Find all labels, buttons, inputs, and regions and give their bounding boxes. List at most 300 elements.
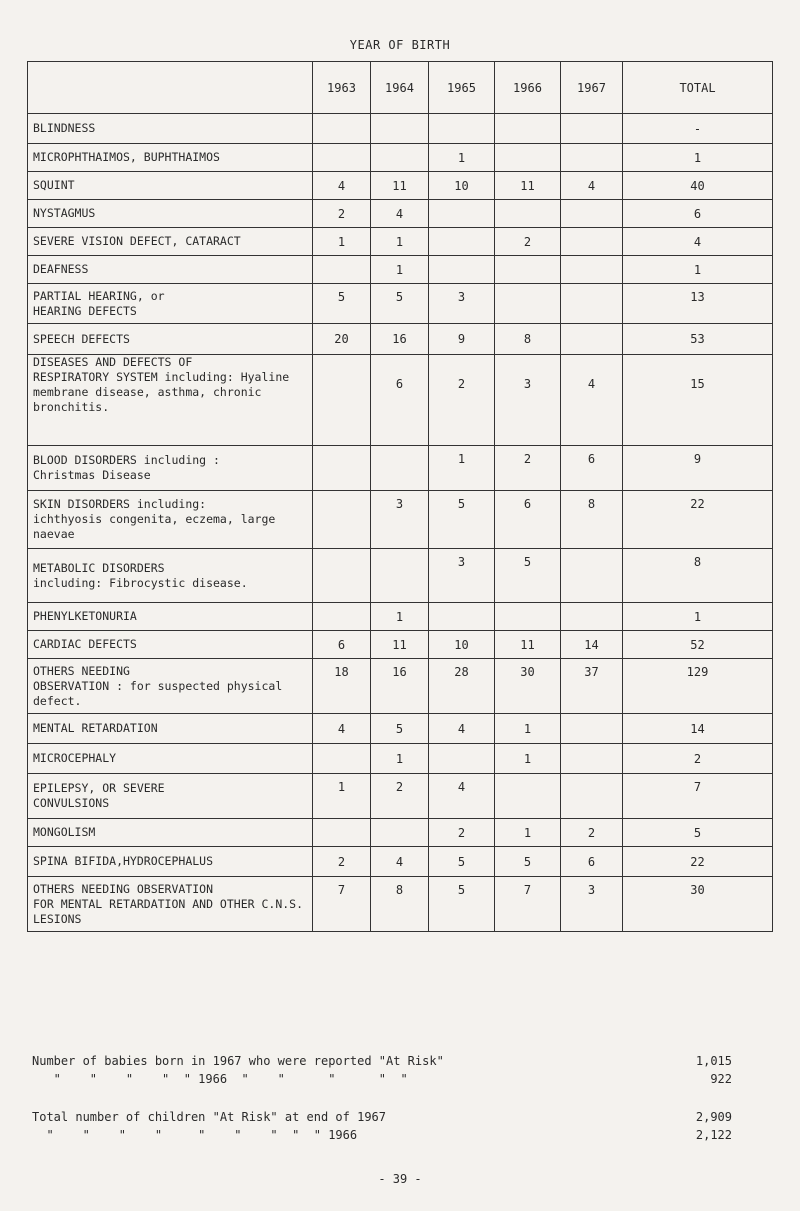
table-row xyxy=(28,228,773,256)
cell-value: 1 xyxy=(523,751,532,766)
row-label xyxy=(28,256,313,284)
year-cell xyxy=(371,774,429,819)
year-cell xyxy=(313,603,371,631)
year-cell xyxy=(313,114,371,144)
row-label-text: MICROCEPHALY xyxy=(33,751,117,765)
cell-value: 13 xyxy=(690,290,705,304)
row-label xyxy=(28,446,313,491)
cell-value: 5 xyxy=(523,854,532,869)
year-cell xyxy=(495,603,561,631)
year-cell xyxy=(561,631,623,659)
row-label-text: MICROPHTHAIMOS, BUPHTHAIMOS xyxy=(33,150,220,164)
cell-value: 18 xyxy=(334,665,349,679)
row-label-text: MONGOLISM xyxy=(33,825,96,839)
year-cell xyxy=(495,659,561,714)
row-label-detail: OBSERVATION : for suspected physical defect. xyxy=(33,678,283,708)
year-cell xyxy=(371,819,429,847)
cell-value: 1 xyxy=(337,780,346,794)
year-cell xyxy=(371,355,429,446)
total-cell xyxy=(623,284,773,324)
cell-value: 8 xyxy=(523,332,532,346)
row-label xyxy=(28,324,313,355)
cell-value: 6 xyxy=(337,637,346,652)
year-cell xyxy=(313,877,371,932)
year-cell xyxy=(495,877,561,932)
year-cell xyxy=(313,819,371,847)
year-cell xyxy=(313,256,371,284)
row-label-detail: RESPIRATORY SYSTEM including: Hyaline membrane disease, asthma, chronic bronchitis. xyxy=(33,370,290,414)
total-cell xyxy=(623,631,773,659)
cell-value: - xyxy=(693,121,702,136)
year-cell xyxy=(561,847,623,877)
total-cell xyxy=(623,446,773,491)
cell-value: 1 xyxy=(693,609,702,624)
year-cell xyxy=(495,324,561,355)
year-cell xyxy=(371,877,429,932)
table-row xyxy=(28,324,773,355)
year-cell xyxy=(371,324,429,355)
row-label xyxy=(28,228,313,256)
total-cell xyxy=(623,256,773,284)
row-label-text: SEVERE VISION DEFECT, CATARACT xyxy=(33,234,241,248)
table-row xyxy=(28,774,773,819)
year-cell xyxy=(313,355,371,446)
cell-value: 5 xyxy=(693,825,702,840)
cell-value: 5 xyxy=(523,555,532,569)
cell-value: 10 xyxy=(454,178,469,193)
cell-value: 30 xyxy=(690,883,705,897)
cell-value: 14 xyxy=(584,637,599,652)
total-cell xyxy=(623,491,773,549)
year-cell xyxy=(429,603,495,631)
cell-value: 40 xyxy=(690,178,705,193)
table-row xyxy=(28,549,773,603)
cell-value: 6 xyxy=(693,206,702,221)
cell-value: 11 xyxy=(520,637,535,652)
year-cell xyxy=(313,847,371,877)
cell-value: 10 xyxy=(454,637,469,652)
year-cell xyxy=(429,200,495,228)
year-cell xyxy=(313,744,371,774)
cell-value: 5 xyxy=(337,290,346,304)
year-cell xyxy=(495,200,561,228)
year-cell xyxy=(313,200,371,228)
year-cell xyxy=(561,324,623,355)
cell-value: 4 xyxy=(457,780,466,794)
year-cell xyxy=(561,114,623,144)
year-cell xyxy=(371,228,429,256)
cell-value: 4 xyxy=(457,721,466,736)
table-row xyxy=(28,144,773,172)
page-title: YEAR OF BIRTH xyxy=(349,38,451,52)
cell-value: 2 xyxy=(587,825,596,840)
year-cell xyxy=(429,744,495,774)
year-cell xyxy=(561,774,623,819)
total-cell xyxy=(623,200,773,228)
column-header: 1966 xyxy=(495,62,561,114)
cell-value: 129 xyxy=(686,665,709,679)
row-label xyxy=(28,355,313,446)
table-row xyxy=(28,172,773,200)
year-cell xyxy=(313,549,371,603)
year-cell xyxy=(371,714,429,744)
header-row xyxy=(28,62,773,114)
year-cell xyxy=(495,284,561,324)
year-cell xyxy=(495,446,561,491)
cell-value: 4 xyxy=(337,178,346,193)
year-cell xyxy=(429,877,495,932)
year-cell xyxy=(371,256,429,284)
cell-value: 16 xyxy=(392,665,407,679)
year-cell xyxy=(313,228,371,256)
year-cell xyxy=(371,114,429,144)
summary-value: 922 xyxy=(710,1072,732,1086)
cell-value: 53 xyxy=(690,332,705,346)
row-label xyxy=(28,172,313,200)
row-label-text: PARTIAL HEARING, or xyxy=(33,288,165,303)
row-label-detail: CONVULSIONS xyxy=(33,796,110,810)
year-cell xyxy=(561,256,623,284)
row-label-text: METABOLIC DISORDERS xyxy=(33,560,165,575)
cell-value: 2 xyxy=(693,751,702,766)
total-cell xyxy=(623,819,773,847)
row-label-text: DISEASES AND DEFECTS OF xyxy=(33,355,193,369)
year-cell xyxy=(561,877,623,932)
row-label xyxy=(28,114,313,144)
year-cell xyxy=(429,714,495,744)
row-label xyxy=(28,491,313,549)
summary-line: " " " " " " " " " 1966 2,122 xyxy=(32,1128,732,1142)
cell-value: 5 xyxy=(457,854,466,869)
year-cell xyxy=(495,774,561,819)
row-label-text: BLINDNESS xyxy=(33,121,96,135)
year-cell xyxy=(495,172,561,200)
year-cell xyxy=(429,659,495,714)
row-label-detail: including: Fibrocystic disease. xyxy=(33,575,248,590)
row-label-text: SPEECH DEFECTS xyxy=(33,331,130,346)
year-cell xyxy=(429,847,495,877)
year-cell xyxy=(371,631,429,659)
total-cell xyxy=(623,774,773,819)
cell-value: 9 xyxy=(693,452,702,466)
cell-value: 11 xyxy=(392,178,407,193)
year-cell xyxy=(313,714,371,744)
row-label xyxy=(28,659,313,714)
cell-value: 3 xyxy=(457,555,466,569)
total-cell xyxy=(623,877,773,932)
row-label xyxy=(28,819,313,847)
cell-value: 5 xyxy=(395,721,404,736)
cell-value: 7 xyxy=(523,883,532,897)
row-label-text: PHENYLKETONURIA xyxy=(33,609,137,623)
cell-value: 30 xyxy=(520,665,535,679)
table-row xyxy=(28,355,773,446)
row-label xyxy=(28,144,313,172)
cell-value: 14 xyxy=(690,721,705,736)
cell-value: 2 xyxy=(457,825,466,840)
year-cell xyxy=(371,549,429,603)
cell-value: 8 xyxy=(587,497,596,511)
cell-value: 11 xyxy=(392,637,407,652)
table-row xyxy=(28,744,773,774)
cell-value: 22 xyxy=(690,854,705,869)
year-cell xyxy=(371,284,429,324)
row-label-text: OTHERS NEEDING OBSERVATION xyxy=(33,881,214,896)
row-label xyxy=(28,631,313,659)
cell-value: 4 xyxy=(587,178,596,193)
cell-value: 52 xyxy=(690,637,705,652)
year-cell xyxy=(429,284,495,324)
row-label-text: CARDIAC DEFECTS xyxy=(33,637,137,651)
year-cell xyxy=(313,631,371,659)
year-cell xyxy=(561,819,623,847)
row-label-detail: HEARING DEFECTS xyxy=(33,303,137,318)
table-row xyxy=(28,491,773,549)
year-cell xyxy=(561,491,623,549)
table-row xyxy=(28,256,773,284)
cell-value: 6 xyxy=(523,497,532,511)
table-row xyxy=(28,877,773,932)
summary-value: 2,909 xyxy=(695,1110,732,1124)
row-label xyxy=(28,549,313,603)
cell-value: 16 xyxy=(392,332,407,346)
cell-value: 1 xyxy=(457,452,466,466)
year-cell xyxy=(429,819,495,847)
total-cell xyxy=(623,549,773,603)
cell-value: 7 xyxy=(693,780,702,794)
cell-value: 5 xyxy=(395,290,404,304)
total-cell xyxy=(623,228,773,256)
cell-value: 28 xyxy=(454,665,469,679)
year-cell xyxy=(429,172,495,200)
cell-value: 2 xyxy=(523,234,532,249)
year-cell xyxy=(429,144,495,172)
cell-value: 6 xyxy=(587,452,596,466)
row-label xyxy=(28,774,313,819)
year-cell xyxy=(561,355,623,446)
row-label-text: SPINA BIFIDA,HYDROCEPHALUS xyxy=(33,854,214,868)
row-label-text: DEAFNESS xyxy=(33,262,89,276)
table-row xyxy=(28,847,773,877)
year-cell xyxy=(429,324,495,355)
row-label-text: EPILEPSY, OR SEVERE xyxy=(33,781,165,795)
year-cell xyxy=(495,631,561,659)
summary-line: Total number of children "At Risk" at end of 1967 2,909 xyxy=(32,1110,732,1124)
column-header: 1965 xyxy=(429,62,495,114)
year-cell xyxy=(371,491,429,549)
cell-value: 3 xyxy=(523,377,532,391)
cell-value: 4 xyxy=(337,721,346,736)
year-cell xyxy=(371,144,429,172)
cell-value: 1 xyxy=(693,262,702,277)
year-cell xyxy=(561,714,623,744)
page-number: - 39 - xyxy=(378,1172,422,1186)
cell-value: 4 xyxy=(395,206,404,221)
total-cell xyxy=(623,847,773,877)
column-header: 1964 xyxy=(371,62,429,114)
cell-value: 8 xyxy=(395,883,404,897)
row-label-text: SKIN DISORDERS including: xyxy=(33,497,207,511)
year-cell xyxy=(371,446,429,491)
year-cell xyxy=(371,603,429,631)
cell-value: 1 xyxy=(395,609,404,624)
row-label xyxy=(28,877,313,932)
year-cell xyxy=(495,819,561,847)
cell-value: 1 xyxy=(395,234,404,249)
cell-value: 2 xyxy=(337,206,346,221)
row-label xyxy=(28,284,313,324)
table-row xyxy=(28,603,773,631)
row-label-detail: Christmas Disease xyxy=(33,468,151,482)
row-label-text: SQUINT xyxy=(33,178,75,192)
cell-value: 4 xyxy=(693,234,702,249)
cell-value: 9 xyxy=(457,332,466,346)
total-cell xyxy=(623,603,773,631)
total-cell xyxy=(623,355,773,446)
year-cell xyxy=(429,114,495,144)
column-header: 1963 xyxy=(313,62,371,114)
year-cell xyxy=(429,774,495,819)
year-cell xyxy=(429,631,495,659)
year-cell xyxy=(561,549,623,603)
summary-line: " " " " " 1966 " " " " " 922 xyxy=(32,1072,732,1086)
cell-value: 2 xyxy=(457,377,466,391)
total-cell xyxy=(623,172,773,200)
cell-value: 3 xyxy=(587,883,596,897)
total-cell xyxy=(623,144,773,172)
total-cell xyxy=(623,114,773,144)
year-cell xyxy=(371,744,429,774)
cell-value: 20 xyxy=(334,332,349,346)
total-cell xyxy=(623,744,773,774)
year-cell xyxy=(495,355,561,446)
total-cell xyxy=(623,324,773,355)
table-row xyxy=(28,631,773,659)
year-cell xyxy=(429,256,495,284)
year-cell xyxy=(429,549,495,603)
year-cell xyxy=(561,659,623,714)
cell-value: 3 xyxy=(457,290,466,304)
table-row xyxy=(28,284,773,324)
cell-value: 1 xyxy=(457,150,466,165)
year-cell xyxy=(429,355,495,446)
year-cell xyxy=(561,744,623,774)
year-cell xyxy=(495,256,561,284)
total-cell xyxy=(623,659,773,714)
summary-value: 1,015 xyxy=(695,1054,732,1068)
column-header xyxy=(28,62,313,114)
at-risk-summary xyxy=(32,1052,732,1088)
cell-value: 4 xyxy=(587,377,596,391)
row-label-text: MENTAL RETARDATION xyxy=(33,721,158,735)
year-cell xyxy=(429,446,495,491)
year-cell xyxy=(313,172,371,200)
row-label xyxy=(28,847,313,877)
year-cell xyxy=(371,200,429,228)
year-cell xyxy=(561,144,623,172)
cell-value: 2 xyxy=(395,780,404,794)
year-cell xyxy=(429,228,495,256)
table-row xyxy=(28,714,773,744)
year-cell xyxy=(495,744,561,774)
row-label-text: OTHERS NEEDING xyxy=(33,663,130,678)
cell-value: 1 xyxy=(693,150,702,165)
summary-line: Number of babies born in 1967 who were reported "At Risk" 1,015 xyxy=(32,1054,732,1068)
cell-value: 5 xyxy=(457,883,466,897)
year-cell xyxy=(429,491,495,549)
column-header: 1967 xyxy=(561,62,623,114)
cell-value: 22 xyxy=(690,497,705,511)
cell-value: 1 xyxy=(523,721,532,736)
total-cell xyxy=(623,714,773,744)
year-cell xyxy=(313,284,371,324)
year-cell xyxy=(495,847,561,877)
table-row xyxy=(28,200,773,228)
year-cell xyxy=(313,446,371,491)
cell-value: 2 xyxy=(523,452,532,466)
row-label-text: NYSTAGMUS xyxy=(33,206,96,220)
cell-value: 2 xyxy=(337,854,346,869)
year-cell xyxy=(495,144,561,172)
year-cell xyxy=(371,172,429,200)
year-cell xyxy=(561,284,623,324)
year-cell xyxy=(313,144,371,172)
cell-value: 15 xyxy=(690,377,705,391)
at-risk-totals xyxy=(32,1108,732,1144)
year-cell xyxy=(313,774,371,819)
year-cell xyxy=(561,200,623,228)
year-cell xyxy=(371,847,429,877)
year-cell xyxy=(561,228,623,256)
row-label-text: BLOOD DISORDERS including : xyxy=(33,453,220,467)
year-cell xyxy=(561,603,623,631)
year-cell xyxy=(495,114,561,144)
row-label xyxy=(28,714,313,744)
row-label xyxy=(28,200,313,228)
table-row xyxy=(28,819,773,847)
table-row xyxy=(28,114,773,144)
row-label xyxy=(28,603,313,631)
statistics-table xyxy=(27,61,773,932)
cell-value: 8 xyxy=(693,555,702,569)
year-cell xyxy=(313,324,371,355)
year-cell xyxy=(313,491,371,549)
year-cell xyxy=(495,491,561,549)
year-cell xyxy=(561,446,623,491)
cell-value: 6 xyxy=(587,854,596,869)
cell-value: 4 xyxy=(395,854,404,869)
year-cell xyxy=(495,549,561,603)
year-cell xyxy=(371,659,429,714)
year-cell xyxy=(561,172,623,200)
table-row xyxy=(28,659,773,714)
cell-value: 1 xyxy=(395,262,404,277)
year-cell xyxy=(495,714,561,744)
row-label-detail: FOR MENTAL RETARDATION AND OTHER C.N.S. LESIONS xyxy=(33,896,304,926)
column-header: TOTAL xyxy=(623,62,773,114)
cell-value: 5 xyxy=(457,497,466,511)
summary-value: 2,122 xyxy=(695,1128,732,1142)
year-cell xyxy=(313,659,371,714)
row-label-detail: ichthyosis congenita, eczema, large naevae xyxy=(33,512,276,541)
cell-value: 11 xyxy=(520,178,535,193)
cell-value: 1 xyxy=(395,751,404,766)
year-cell xyxy=(495,228,561,256)
cell-value: 7 xyxy=(337,883,346,897)
cell-value: 37 xyxy=(584,665,599,679)
cell-value: 1 xyxy=(337,234,346,249)
cell-value: 6 xyxy=(395,377,404,391)
